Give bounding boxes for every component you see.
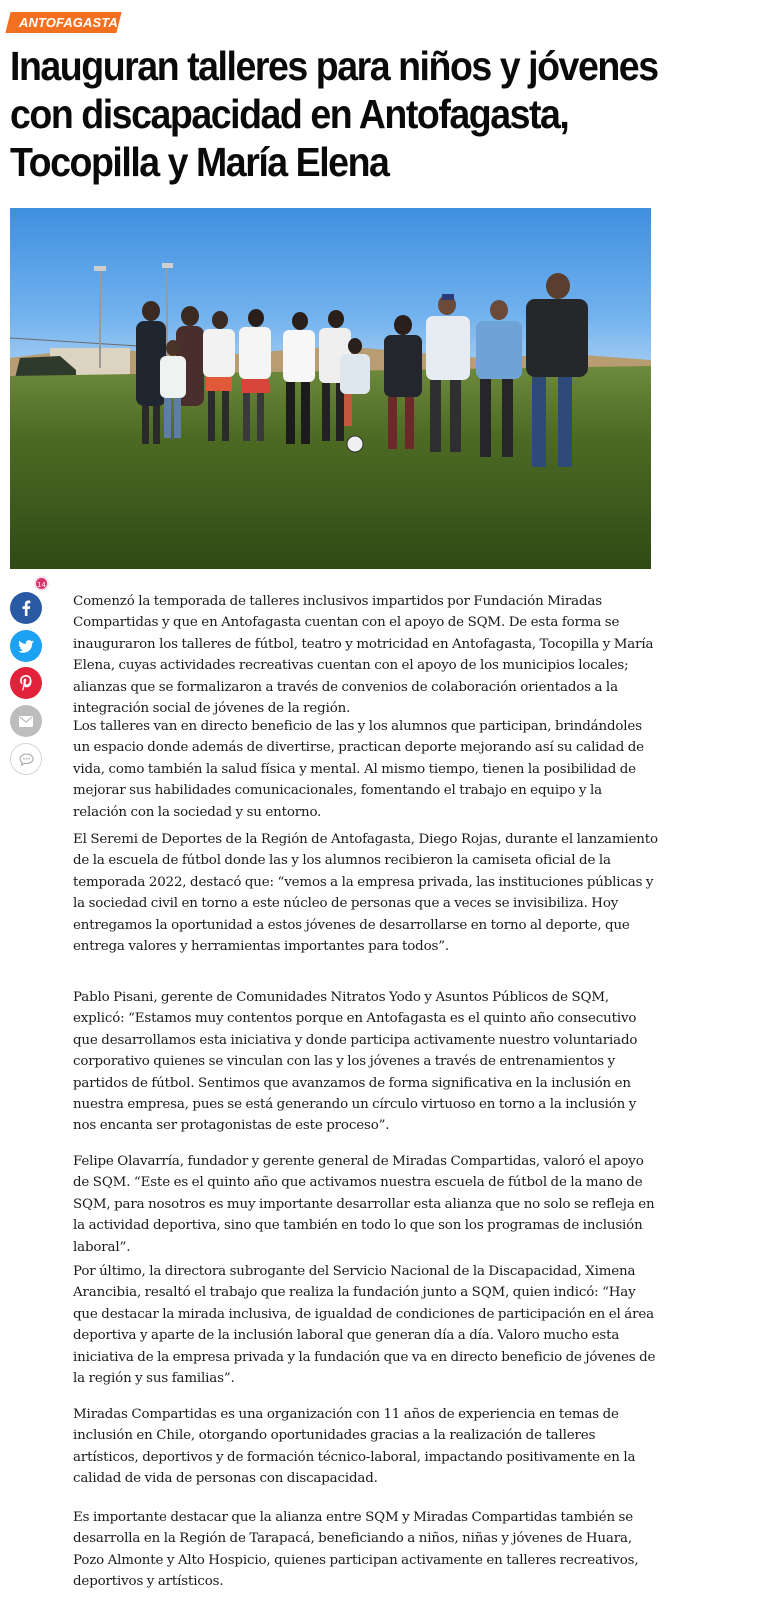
category-label: ANTOFAGASTA bbox=[19, 15, 118, 30]
article-body bbox=[73, 591, 658, 1590]
pinterest-share-button[interactable] bbox=[10, 667, 42, 699]
article-paragraph-8: Es importante destacar que la alianza entre SQM y Miradas Compartidas también se desarrolla en la Región de Tarapacá, beneficiando a niños, niñas y jóvenes de Huara, Pozo Almonte y Alto Hospicio, quienes participan activamente en talleres recreativos, deportivos y artísticos. bbox=[73, 1510, 639, 1590]
facebook-share-button[interactable] bbox=[10, 592, 42, 624]
article-paragraph-6: Por último, la directora subrogante del Servicio Nacional de la Discapacidad, Ximena Arancibia, resaltó el trabajo que realiza la fundación junto a SQM, quien indicó: “Hay que destacar la mirada inclusiva, de igualdad de condiciones de participación en el área deportiva y aparte de la inclusión laboral que generan día a día. Valoro mucho esta iniciativa de la empresa privada y la fundación que va en directo beneficio de jóvenes de la región y sus familias”. bbox=[73, 1264, 656, 1387]
pinterest-icon bbox=[20, 675, 32, 691]
twitter-share-button[interactable] bbox=[10, 630, 42, 662]
article-paragraph-2: Los talleres van en directo beneficio de las y los alumnos que participan, brindándoles un espacio donde además de divertirse, practican deporte mejorando así su calidad de vida, como también la salud física y mental. Al mismo tiempo, tienen la posibilidad de mejorar sus habilidades comunicacionales, fomentando el trabajo en equipo y la relación con la sociedad y su entorno. bbox=[73, 719, 644, 820]
email-share-button[interactable] bbox=[10, 705, 42, 737]
share-count-badge: 14 bbox=[34, 576, 49, 591]
hero-photo bbox=[10, 208, 651, 569]
facebook-icon bbox=[21, 600, 31, 616]
article-paragraph-3: El Seremi de Deportes de la Región de Antofagasta, Diego Rojas, durante el lanzamiento de la escuela de fútbol donde las y los alumnos recibieron la camiseta oficial de la temporada 2022, destacó que: “vemos a la empresa privada, las instituciones públicas y la sociedad civil en torno a este núcleo de personas que a veces se invisibiliza. Hoy entregamos la oportunidad a estos jóvenes de desarrollarse en torno al deporte, que entrega valores y herramientas importantes para todos”. bbox=[73, 832, 658, 955]
comment-icon bbox=[19, 753, 34, 766]
article-paragraph-5: Felipe Olavarría, fundador y gerente general de Miradas Compartidas, valoró el apoyo de SQM. “Este es el quinto año que activamos nuestra escuela de fútbol de la mano de SQM, para nosotros es muy importante desarrollar esta alianza que no solo se refleja en la actividad deportiva, sino que también en todo lo que son los programas de inclusión laboral”. bbox=[73, 1154, 655, 1255]
article-paragraph-4: Pablo Pisani, gerente de Comunidades Nitratos Yodo y Asuntos Públicos de SQM, explicó: “Estamos muy contentos porque en Antofagasta es el quinto año consecutivo que desarrollamos esta iniciativa y donde participa activamente nuestro voluntariado corporativo quienes se vinculan con las y los jóvenes a través de entrenamientos y partidos de fútbol. Sentimos que avanzamos de forma significativa en la inclusión en nuestra empresa, pues se está generando un círculo virtuoso en torno a la inclusión y nos encanta ser protagonistas de este proceso”. bbox=[73, 990, 638, 1134]
email-icon bbox=[19, 716, 33, 727]
category-tag[interactable] bbox=[5, 12, 121, 33]
comment-button[interactable] bbox=[10, 743, 42, 775]
article-paragraph-1: Comenzó la temporada de talleres inclusivos impartidos por Fundación Miradas Compartidas y que en Antofagasta cuentan con el apoyo de SQM. De esta forma se inauguraron los talleres de fútbol, teatro y motricidad en Antofagasta, Tocopilla y María Elena, cuyas actividades recreativas cuentan con el apoyo de los municipios locales; alianzas que se formalizaron a través de convenios de colaboración orientados a la integración social de jóvenes de la región. bbox=[73, 594, 654, 717]
article-paragraph-7: Miradas Compartidas es una organización con 11 años de experiencia en temas de inclusión en Chile, otorgando oportunidades gracias a la realización de talleres artísticos, deportivos y de formación técnico-laboral, impactando positivamente en la calidad de vida de personas con discapacidad. bbox=[73, 1407, 636, 1487]
twitter-icon bbox=[18, 640, 34, 653]
article-headline: Inauguran talleres para niños y jóvenes con discapacidad en Antofagasta, Tocopilla y María Elena bbox=[10, 43, 658, 185]
